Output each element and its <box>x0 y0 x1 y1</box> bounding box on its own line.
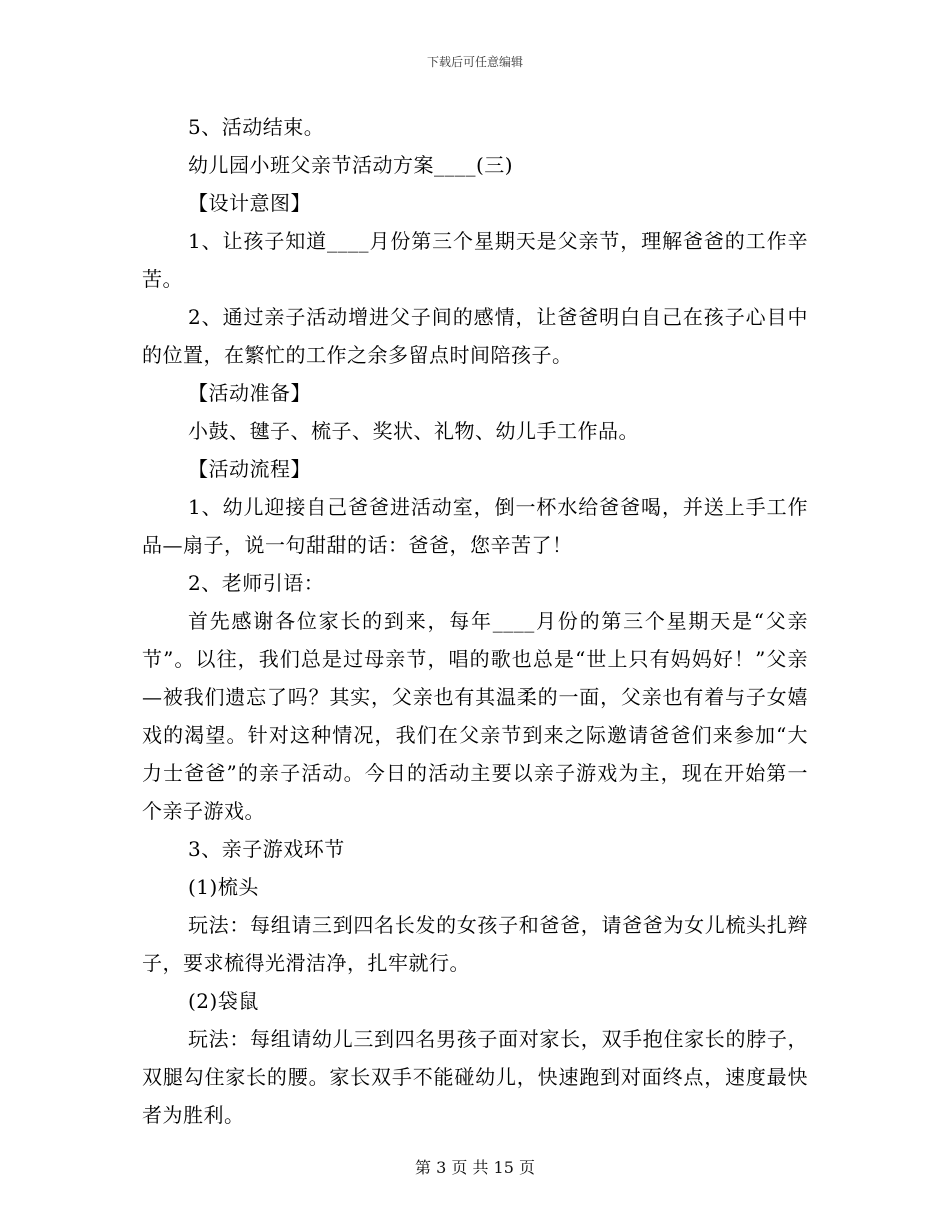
paragraph-materials: 小鼓、毽子、梳子、奖状、礼物、幼儿手工作品。 <box>188 419 639 443</box>
paragraph-activity-end: 5、活动结束。 <box>188 115 325 139</box>
game-rules-comb: 玩法：每组请三到四名长发的女孩子和爸爸，请爸爸为女儿梳头扎辫子，要求梳得光滑洁净，扎牢就行。 <box>142 913 808 975</box>
paragraph-intent-2: 2、通过亲子活动增进父子间的感情，让爸爸明白自己在孩子心目中的位置，在繁忙的工作之余多留点时间陪孩子。 <box>142 305 808 367</box>
paragraph-teacher-speech: 首先感谢各位家长的到来，每年____月份的第三个星期天是“父亲节”。以往，我们总是过母亲节，唱的歌也总是“世上只有妈妈好！”父亲—被我们遗忘了吗？其实，父亲也有其温柔的一面，父亲也有着与子女嬉戏的渴望。针对这种情况，我们在父亲节到来之际邀请爸爸们来参加“大力士爸爸”的亲子活动。今日的活动主要以亲子游戏为主，现在开始第一个亲子游戏。 <box>142 609 808 823</box>
game-rules-kangaroo: 玩法：每组请幼儿三到四名男孩子面对家长，双手抱住家长的脖子，双腿勾住家长的腰。家长双手不能碰幼儿，快速跑到对面终点，速度最快者为胜利。 <box>142 1027 808 1127</box>
game-title-kangaroo: (2)袋鼠 <box>188 989 259 1013</box>
page-footer: 第 3 页 共 15 页 <box>415 1158 535 1177</box>
paragraph-process-2: 2、老师引语： <box>188 571 325 595</box>
page-header: 下载后可任意编辑 <box>426 55 523 69</box>
paragraph-game-section: 3、亲子游戏环节 <box>188 837 345 861</box>
game-title-comb: (1)梳头 <box>188 875 259 899</box>
heading-process: 【活动流程】 <box>188 457 311 481</box>
document-body <box>142 108 808 1134</box>
heading-design-intent: 【设计意图】 <box>188 191 311 215</box>
heading-preparation: 【活动准备】 <box>188 381 311 405</box>
section-title: 幼儿园小班父亲节活动方案____(三) <box>188 153 514 177</box>
paragraph-process-1: 1、幼儿迎接自己爸爸进活动室，倒一杯水给爸爸喝，并送上手工作品—扇子，说一句甜甜的话：爸爸，您辛苦了！ <box>142 495 808 557</box>
paragraph-intent-1: 1、让孩子知道____月份第三个星期天是父亲节，理解爸爸的工作辛苦。 <box>142 229 808 291</box>
